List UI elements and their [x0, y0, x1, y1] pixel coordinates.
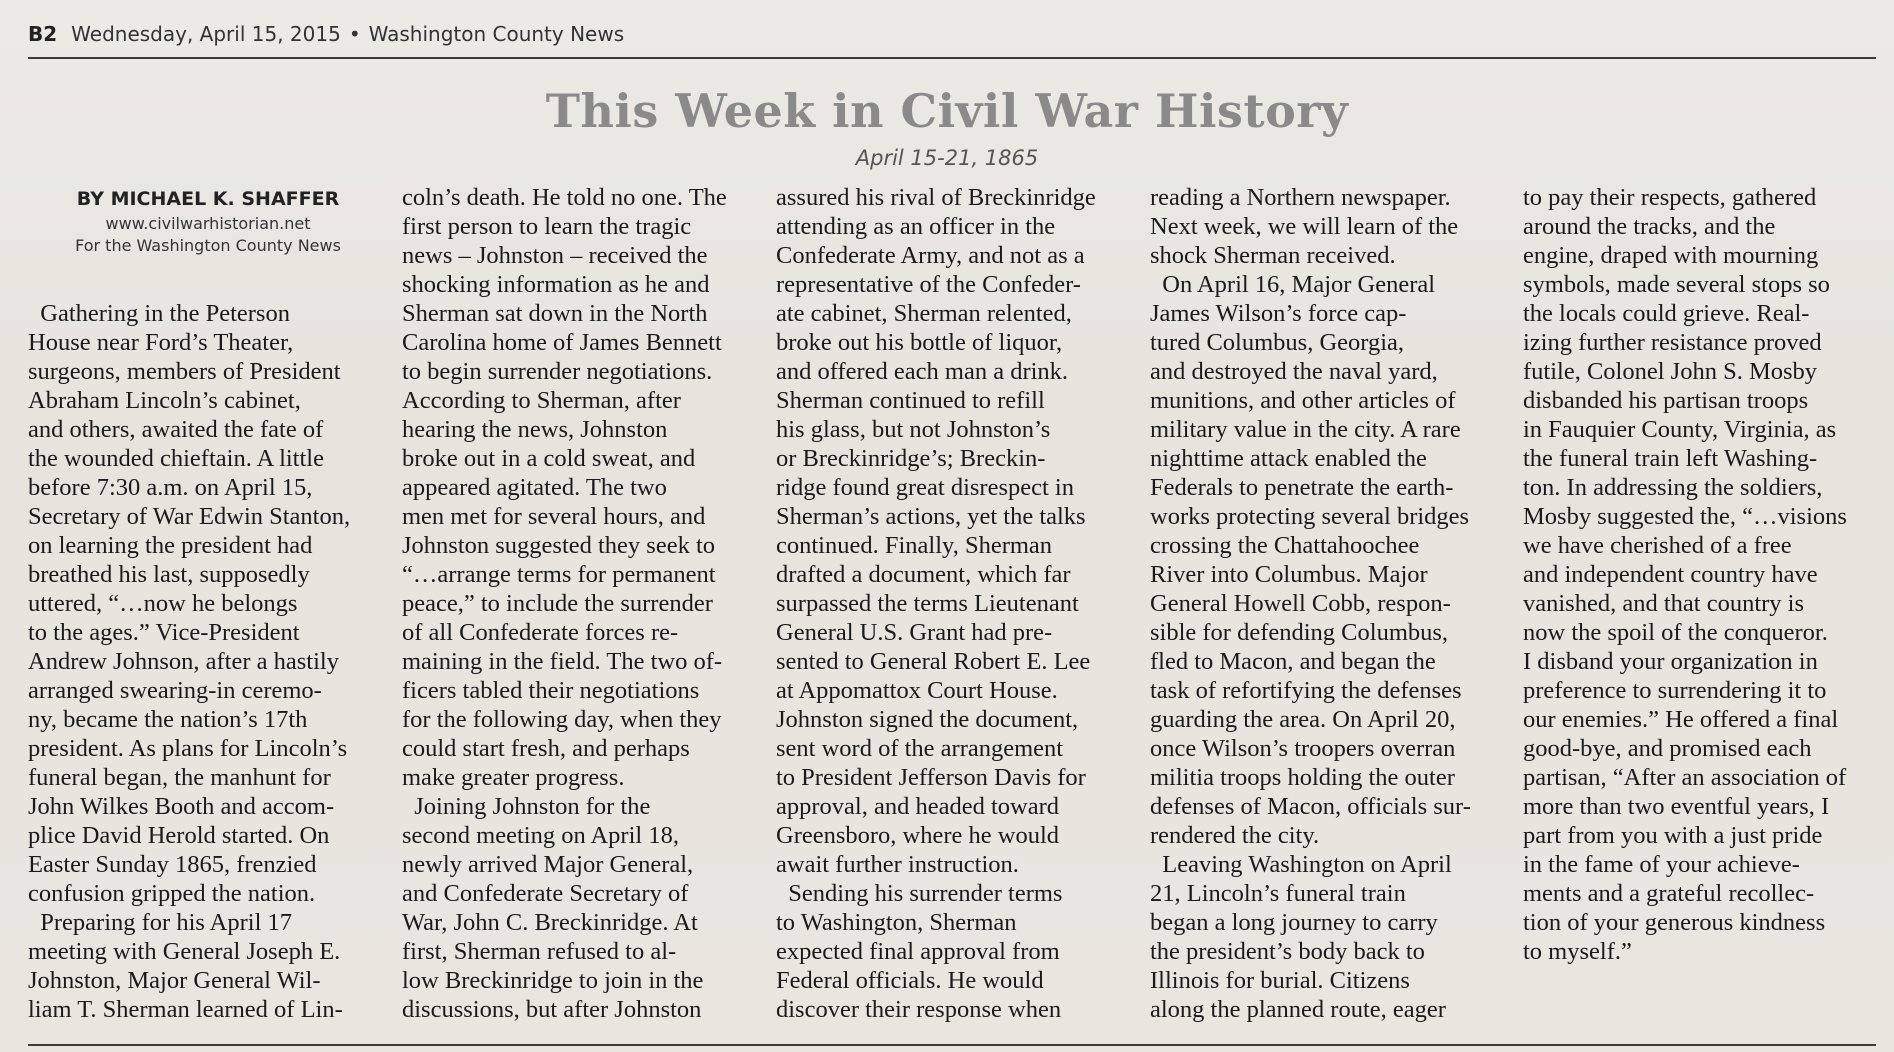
- text-line: Johnston signed the document,: [776, 706, 1079, 733]
- text-line: ridge found great disrespect in: [776, 474, 1074, 501]
- article-column-4: [1150, 183, 1471, 1024]
- text-line: in Fauquier County, Virginia, as: [1523, 416, 1837, 443]
- text-line: Sherman’s actions, yet the talks: [776, 503, 1086, 530]
- article-headline: This Week in Civil War History: [545, 84, 1349, 138]
- text-line: Federal officials. He would: [776, 967, 1044, 994]
- text-line: continued. Finally, Sherman: [776, 532, 1053, 559]
- text-line: more than two eventful years, I: [1523, 793, 1830, 820]
- text-line: ficers tabled their negotiations: [402, 677, 700, 704]
- text-line: assured his rival of Breckinridge: [776, 184, 1096, 211]
- text-line: arranged swearing-in ceremo-: [28, 677, 322, 704]
- byline-website: www.civilwarhistorian.net: [105, 214, 311, 233]
- text-line: shock Sherman received.: [1150, 242, 1396, 269]
- page-header: [28, 22, 624, 46]
- text-line: Preparing for his April 17: [28, 909, 293, 936]
- text-line: preference to surrendering it to: [1523, 677, 1827, 704]
- article-column-1: [28, 299, 350, 1024]
- text-line: low Breckinridge to join in the: [402, 967, 704, 994]
- text-line: the funeral train left Washing-: [1523, 445, 1818, 472]
- text-line: first, Sherman refused to al-: [402, 938, 677, 965]
- text-line: we have cherished of a free: [1523, 532, 1792, 559]
- text-line: Secretary of War Edwin Stanton,: [28, 503, 351, 530]
- text-line: symbols, made several stops so: [1523, 271, 1830, 298]
- text-line: at Appomattox Court House.: [776, 677, 1058, 704]
- article-dateline: April 15-21, 1865: [855, 146, 1039, 170]
- text-line: River into Columbus. Major: [1150, 561, 1428, 588]
- page-number: B2: [28, 22, 58, 46]
- text-line: broke out in a cold sweat, and: [402, 445, 696, 472]
- header-separator: •: [348, 22, 361, 46]
- text-line: hearing the news, Johnston: [402, 416, 668, 443]
- text-line: ny, became the nation’s 17th: [28, 706, 308, 733]
- text-line: before 7:30 a.m. on April 15,: [28, 474, 313, 501]
- text-line: in the fame of your achieve-: [1523, 851, 1800, 878]
- text-line: expected final approval from: [776, 938, 1060, 965]
- text-line: Mosby suggested the, “…visions: [1523, 503, 1847, 530]
- text-line: on learning the president had: [28, 532, 313, 559]
- text-line: along the planned route, eager: [1150, 996, 1446, 1023]
- text-line: military value in the city. A rare: [1150, 416, 1461, 443]
- text-line: James Wilson’s force cap-: [1150, 300, 1407, 327]
- text-line: War, John C. Breckinridge. At: [402, 909, 698, 936]
- text-line: newly arrived Major General,: [402, 851, 694, 878]
- text-line: Johnston suggested they seek to: [402, 532, 716, 559]
- text-line: sent word of the arrangement: [776, 735, 1064, 762]
- text-line: sented to General Robert E. Lee: [776, 648, 1091, 675]
- byline: [28, 188, 388, 257]
- text-line: to the ages.” Vice-President: [28, 619, 300, 646]
- text-line: Gathering in the Peterson: [28, 300, 290, 327]
- text-line: and others, awaited the fate of: [28, 416, 324, 443]
- article-column-2: [402, 183, 727, 1024]
- text-line: ate cabinet, Sherman relented,: [776, 300, 1072, 327]
- text-line: or Breckinridge’s; Breckin-: [776, 445, 1046, 472]
- byline-author: BY MICHAEL K. SHAFFER: [76, 188, 340, 210]
- text-line: General U.S. Grant had pre-: [776, 619, 1053, 646]
- text-line: Next week, we will learn of the: [1150, 213, 1459, 240]
- text-line: task of refortifying the defenses: [1150, 677, 1462, 704]
- text-line: Illinois for burial. Citizens: [1150, 967, 1410, 994]
- text-line: uttered, “…now he belongs: [28, 590, 298, 617]
- text-line: 21, Lincoln’s funeral train: [1150, 880, 1406, 907]
- text-line: Joining Johnston for the: [402, 793, 651, 820]
- text-line: nighttime attack enabled the: [1150, 445, 1427, 472]
- text-line: shocking information as he and: [402, 271, 710, 298]
- text-line: and destroyed the naval yard,: [1150, 358, 1438, 385]
- text-line: I disband your organization in: [1523, 648, 1818, 675]
- text-line: tion of your generous kindness: [1523, 909, 1826, 936]
- text-line: the locals could grieve. Real-: [1523, 300, 1810, 327]
- text-line: surpassed the terms Lieutenant: [776, 590, 1079, 617]
- text-line: On April 16, Major General: [1150, 271, 1436, 298]
- issue-date: Wednesday, April 15, 2015: [71, 22, 341, 46]
- text-line: await further instruction.: [776, 851, 1019, 878]
- publication-name: Washington County News: [368, 22, 625, 46]
- text-line: meeting with General Joseph E.: [28, 938, 341, 965]
- text-line: began a long journey to carry: [1150, 909, 1438, 936]
- text-line: attending as an officer in the: [776, 213, 1056, 240]
- article-column-5: [1523, 183, 1847, 966]
- text-line: the wounded chieftain. A little: [28, 445, 324, 472]
- text-line: sible for defending Columbus,: [1150, 619, 1449, 646]
- text-line: second meeting on April 18,: [402, 822, 679, 849]
- text-line: Abraham Lincoln’s cabinet,: [28, 387, 301, 414]
- text-line: approval, and headed toward: [776, 793, 1059, 820]
- text-line: now the spoil of the conqueror.: [1523, 619, 1828, 646]
- text-line: Easter Sunday 1865, frenzied: [28, 851, 317, 878]
- text-line: around the tracks, and the: [1523, 213, 1776, 240]
- text-line: could start fresh, and perhaps: [402, 735, 690, 762]
- text-line: General Howell Cobb, respon-: [1150, 590, 1451, 617]
- byline-affiliation: For the Washington County News: [75, 236, 341, 255]
- text-line: and Confederate Secretary of: [402, 880, 689, 907]
- text-line: good-bye, and promised each: [1523, 735, 1812, 762]
- text-line: works protecting several bridges: [1150, 503, 1470, 530]
- text-line: men met for several hours, and: [402, 503, 706, 530]
- text-line: Carolina home of James Bennett: [402, 329, 722, 356]
- text-line: confusion gripped the nation.: [28, 880, 316, 907]
- text-line: Greensboro, where he would: [776, 822, 1060, 849]
- text-line: defenses of Macon, officials sur-: [1150, 793, 1471, 820]
- text-line: engine, draped with mourning: [1523, 242, 1819, 269]
- text-line: munitions, and other articles of: [1150, 387, 1456, 414]
- text-line: to myself.”: [1523, 938, 1632, 965]
- text-line: ton. In addressing the soldiers,: [1523, 474, 1823, 501]
- text-line: representative of the Confeder-: [776, 271, 1081, 298]
- text-line: partisan, “After an association of: [1523, 764, 1847, 791]
- text-line: John Wilkes Booth and accom-: [28, 793, 335, 820]
- text-line: According to Sherman, after: [402, 387, 681, 414]
- text-line: the president’s body back to: [1150, 938, 1425, 965]
- text-line: “…arrange terms for permanent: [402, 561, 716, 588]
- text-line: surgeons, members of President: [28, 358, 341, 385]
- text-line: for the following day, when they: [402, 706, 722, 733]
- text-line: broke out his bottle of liquor,: [776, 329, 1063, 356]
- text-line: House near Ford’s Theater,: [28, 329, 294, 356]
- text-line: discussions, but after Johnston: [402, 996, 702, 1023]
- text-line: his glass, but not Johnston’s: [776, 416, 1051, 443]
- text-line: coln’s death. He told no one. The: [402, 184, 727, 211]
- text-line: part from you with a just pride: [1523, 822, 1823, 849]
- text-line: vanished, and that country is: [1523, 590, 1805, 617]
- text-line: our enemies.” He offered a final: [1523, 706, 1839, 733]
- text-line: breathed his last, supposedly: [28, 561, 310, 588]
- text-line: Johnston, Major General Wil-: [28, 967, 321, 994]
- text-line: militia troops holding the outer: [1150, 764, 1455, 791]
- text-line: and independent country have: [1523, 561, 1818, 588]
- text-line: liam T. Sherman learned of Lin-: [28, 996, 343, 1023]
- text-line: to Washington, Sherman: [776, 909, 1017, 936]
- top-rule: [28, 57, 1876, 59]
- text-line: of all Confederate forces re-: [402, 619, 679, 646]
- text-line: news – Johnston – received the: [402, 242, 708, 269]
- text-line: funeral began, the manhunt for: [28, 764, 331, 791]
- article-column-3: [776, 183, 1096, 1024]
- text-line: Leaving Washington on April: [1150, 851, 1452, 878]
- text-line: Andrew Johnson, after a hastily: [28, 648, 339, 675]
- text-line: make greater progress.: [402, 764, 625, 791]
- text-line: tured Columbus, Georgia,: [1150, 329, 1405, 356]
- text-line: Federals to penetrate the earth-: [1150, 474, 1454, 501]
- text-line: disbanded his partisan troops: [1523, 387, 1809, 414]
- bottom-rule: [28, 1044, 1876, 1046]
- text-line: once Wilson’s troopers overran: [1150, 735, 1456, 762]
- text-line: to President Jefferson Davis for: [776, 764, 1086, 791]
- text-line: futile, Colonel John S. Mosby: [1523, 358, 1818, 385]
- text-line: to begin surrender negotiations.: [402, 358, 713, 385]
- text-line: Confederate Army, and not as a: [776, 242, 1085, 269]
- text-line: peace,” to include the surrender: [402, 590, 713, 617]
- text-line: fled to Macon, and began the: [1150, 648, 1436, 675]
- text-line: crossing the Chattahoochee: [1150, 532, 1420, 559]
- text-line: and offered each man a drink.: [776, 358, 1069, 385]
- text-line: maining in the field. The two of-: [402, 648, 723, 675]
- text-line: Sherman sat down in the North: [402, 300, 708, 327]
- text-line: rendered the city.: [1150, 822, 1320, 849]
- text-line: guarding the area. On April 20,: [1150, 706, 1456, 733]
- text-line: president. As plans for Lincoln’s: [28, 735, 348, 762]
- text-line: drafted a document, which far: [776, 561, 1071, 588]
- text-line: ments and a grateful recollec-: [1523, 880, 1815, 907]
- text-line: appeared agitated. The two: [402, 474, 667, 501]
- text-line: plice David Herold started. On: [28, 822, 330, 849]
- text-line: discover their response when: [776, 996, 1062, 1023]
- text-line: reading a Northern newspaper.: [1150, 184, 1451, 211]
- text-line: Sherman continued to refill: [776, 387, 1045, 414]
- text-line: izing further resistance proved: [1523, 329, 1822, 356]
- text-line: first person to learn the tragic: [402, 213, 692, 240]
- text-line: Sending his surrender terms: [776, 880, 1063, 907]
- text-line: to pay their respects, gathered: [1523, 184, 1817, 211]
